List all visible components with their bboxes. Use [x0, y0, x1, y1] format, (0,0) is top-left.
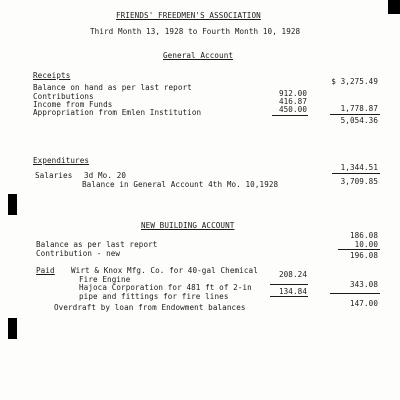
- payment-line: Hajoca Corporation for 481 ft of 2-in: [79, 283, 252, 292]
- payment-line: pipe and fittings for fire lines: [79, 292, 229, 301]
- receipt-amount-underline: [272, 115, 308, 116]
- payment-amount: 208.24: [278, 270, 307, 279]
- building-balance-label: Balance as per last report: [36, 240, 158, 249]
- receipt-label: Balance on hand as per last report: [33, 83, 192, 92]
- overdraft-label: Overdraft by loan from Endowment balances: [54, 303, 246, 312]
- payment-line: Fire Engine: [79, 275, 131, 284]
- scan-mark-left-lower: [8, 318, 17, 339]
- building-subtotal: 196.08: [349, 251, 378, 260]
- general-account-heading: General Account: [163, 51, 234, 60]
- payment-line: Wirt & Knox Mfg. Co. for 40-gal Chemical: [71, 266, 258, 275]
- receipt-amount: 450.00: [278, 105, 307, 114]
- document-period: Third Month 13, 1928 to Fourth Month 10, 1928: [90, 27, 301, 36]
- salaries-amount: 1,344.51: [340, 163, 378, 172]
- payments-total: 343.08: [349, 280, 378, 289]
- receipt-label: Appropriation from Emlen Institution: [33, 108, 202, 117]
- building-account-heading: NEW BUILDING ACCOUNT: [141, 221, 235, 230]
- building-balance-amount: 186.08: [349, 231, 378, 240]
- scan-mark-left-upper: [8, 194, 17, 215]
- payments-total-rule: [330, 293, 380, 294]
- contribution-label: Contribution - new: [36, 249, 121, 258]
- payment-amount-underline: [270, 296, 308, 297]
- document-title: FRIENDS' FREEDMEN'S ASSOCIATION: [116, 11, 261, 20]
- receipts-label: Receipts: [33, 71, 71, 80]
- contribution-amount: 10.00: [354, 240, 378, 249]
- overdraft-amount: 147.00: [349, 299, 378, 308]
- paid-label: Paid: [36, 266, 55, 275]
- receipts-total-rule: [330, 114, 380, 115]
- receipt-amount: 416.87: [278, 97, 307, 106]
- expenditures-label: Expenditures: [33, 156, 90, 165]
- receipt-amount: 912.00: [278, 89, 307, 98]
- salaries-period: 3d Mo. 20: [84, 171, 127, 180]
- payment-amount: 134.84: [278, 287, 307, 296]
- receipts-total: 5,054.36: [340, 116, 378, 125]
- receipt-label: Income from Funds: [33, 100, 113, 109]
- contribution-rule: [338, 249, 380, 250]
- general-balance-label: Balance in General Account 4th Mo. 10,1928: [82, 180, 279, 189]
- receipt-total: $ 3,275.49: [331, 77, 378, 86]
- salaries-rule: [332, 173, 380, 174]
- payments-separator: [270, 284, 308, 285]
- general-balance-amount: 3,709.85: [340, 177, 378, 186]
- salaries-label: Salaries: [35, 171, 73, 180]
- scan-mark-top-right: [388, 0, 400, 14]
- receipt-label: Contributions: [33, 92, 94, 101]
- receipt-total: 1,778.87: [340, 104, 378, 113]
